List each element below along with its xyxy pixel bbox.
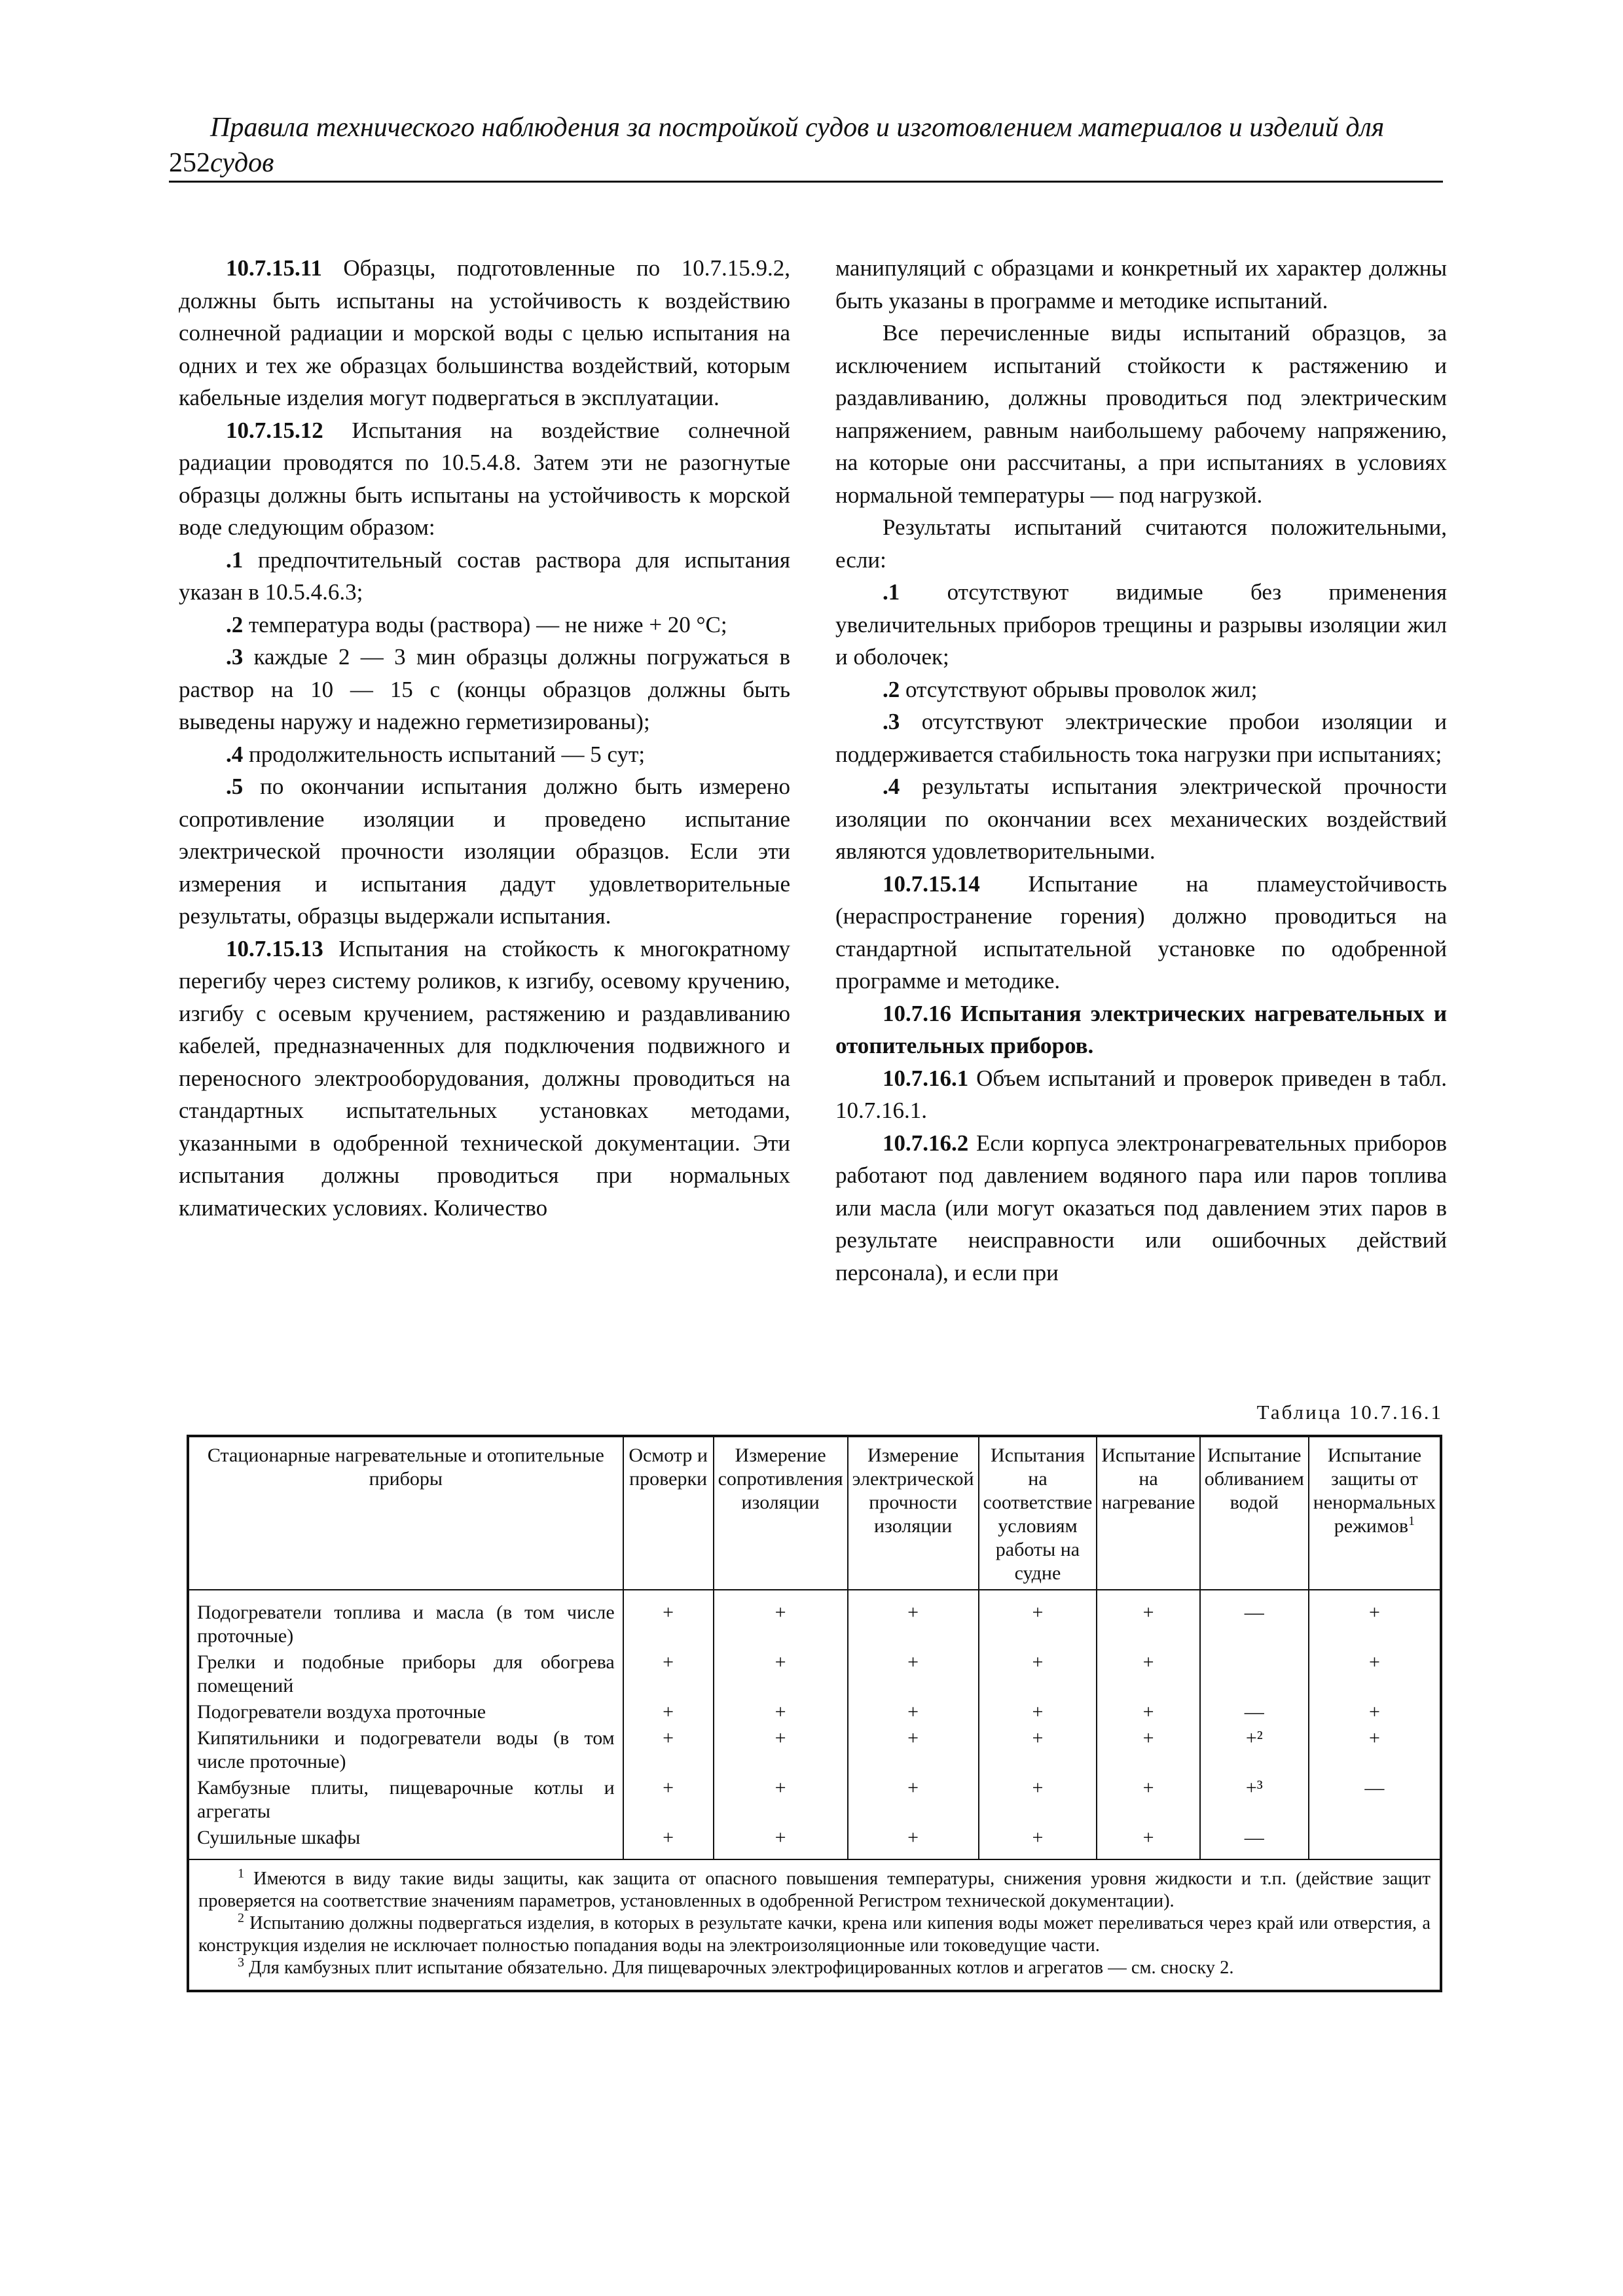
test-mark-cell: + <box>848 1775 979 1825</box>
paragraph <box>179 770 790 933</box>
paragraph-number: 10.7.16 <box>883 1000 951 1026</box>
test-mark-cell: + <box>979 1699 1097 1725</box>
paragraph-number: .1 <box>883 579 900 605</box>
paragraph-number: .4 <box>226 741 244 767</box>
paragraph <box>179 933 790 1225</box>
paragraph-text: Все перечисленные виды испытаний образцов, за исключением испытаний стойкости к растяжению и раздавливанию, должны проводиться под электрическим напряжением, равным наибольшему рабочему напряжению, на которые они рассчитаны, а при испытаниях в условиях нормальной температуры — под нагрузкой. <box>835 320 1447 508</box>
test-mark-cell: +² <box>1200 1725 1309 1775</box>
test-mark-cell: + <box>714 1699 848 1725</box>
test-mark-cell <box>1309 1825 1441 1859</box>
test-mark-cell: + <box>1309 1649 1441 1699</box>
header-cell: Осмотр и проверки <box>623 1436 714 1590</box>
footnote-text: Испытанию должны подвергаться изделия, в которых в результате качки, крена или кипения воды может переливаться через край или отверстия, а конструкция изделия не исключает полностью попадания воды на электроизоляционные или токоведущие части. <box>198 1913 1431 1956</box>
table-row <box>188 1590 1441 1649</box>
test-mark-cell: + <box>714 1825 848 1859</box>
footnote-text: Для камбузных плит испытание обязательно. Для пищеварочных электрофицированных котлов и агрегатов — см. сноску 2. <box>244 1958 1234 1978</box>
footnote-mark: 1 <box>238 1866 244 1881</box>
test-mark-cell: + <box>1097 1590 1199 1649</box>
header-cell: Испытание обливанием водой <box>1200 1436 1309 1590</box>
paragraph <box>835 673 1447 706</box>
table-row <box>188 1649 1441 1699</box>
paragraph-text: Испытания электрических нагревательных и отопительных приборов. <box>835 1000 1447 1058</box>
paragraph-text: отсутствуют обрывы проволок жил; <box>900 676 1258 702</box>
paragraph <box>835 1127 1447 1289</box>
paragraph-number: 10.7.16.1 <box>883 1065 969 1091</box>
paragraph <box>835 1062 1447 1127</box>
test-mark-cell: + <box>1097 1825 1199 1859</box>
test-mark-cell: + <box>714 1649 848 1699</box>
footnote-mark: 3 <box>238 1955 244 1970</box>
paragraph <box>179 414 790 544</box>
test-mark-cell: + <box>848 1725 979 1775</box>
paragraph-text: манипуляций с образцами и конкретный их характер должны быть указаны в программе и методике испытаний. <box>835 255 1447 314</box>
paragraph-number: 10.7.16.2 <box>883 1130 969 1156</box>
test-mark-cell: + <box>1309 1699 1441 1725</box>
paragraph-number: .5 <box>226 774 244 799</box>
devices-tests-table <box>187 1435 1442 1992</box>
test-mark-cell: + <box>979 1775 1097 1825</box>
test-mark-cell: + <box>848 1590 979 1649</box>
footnote-text: Имеются в виду такие виды защиты, как защита от опасного повышения температуры, снижения уровня жидкости и т.п. (действие защит проверяется на соответствие значениям параметров, установленных в одобренной Регистром технической документации). <box>198 1869 1431 1911</box>
test-mark-cell: — <box>1200 1699 1309 1725</box>
paragraph <box>179 544 790 609</box>
paragraph-number: .3 <box>883 709 900 734</box>
header-cell: Испытания на соответствие условиям работы на судне <box>979 1436 1097 1590</box>
table-row <box>188 1775 1441 1825</box>
paragraph-number: 10.7.15.12 <box>226 417 323 443</box>
paragraph <box>835 997 1447 1062</box>
footnote <box>198 1868 1431 1912</box>
paragraph-number: .2 <box>226 611 244 637</box>
paragraph <box>835 511 1447 576</box>
paragraph <box>835 706 1447 770</box>
right-column <box>835 252 1447 1289</box>
header-cell: Испытание на нагревание <box>1097 1436 1199 1590</box>
paragraph-number: 10.7.15.14 <box>883 870 980 897</box>
device-name-cell: Грелки и подобные приборы для обогрева помещений <box>188 1649 623 1699</box>
paragraph-number: .3 <box>226 644 244 670</box>
test-mark-cell: + <box>623 1725 714 1775</box>
test-mark-cell: + <box>848 1649 979 1699</box>
paragraph-text: Результаты испытаний считаются положительными, если: <box>835 514 1447 573</box>
paragraph <box>835 252 1447 317</box>
test-mark-cell: + <box>714 1775 848 1825</box>
paragraph <box>835 868 1447 997</box>
test-mark-cell: + <box>623 1825 714 1859</box>
header-cell: Измерение электрической прочности изоляции <box>848 1436 979 1590</box>
paragraph <box>179 738 790 771</box>
paragraph <box>835 576 1447 673</box>
test-mark-cell <box>1200 1649 1309 1699</box>
test-mark-cell: + <box>979 1725 1097 1775</box>
test-mark-cell: +³ <box>1200 1775 1309 1825</box>
left-column <box>179 252 790 1224</box>
test-mark-cell: — <box>1309 1775 1441 1825</box>
paragraph-text: отсутствуют электрические пробои изоляции и поддерживается стабильность тока нагрузки при испытаниях; <box>835 709 1447 767</box>
test-mark-cell: + <box>979 1590 1097 1649</box>
paragraph-text: Если корпуса электронагревательных приборов работают под давлением водяного пара или паров топлива или масла (или могут оказаться под давлением этих паров в результате неисправности или ошибочных действий персонала), и если при <box>835 1130 1447 1285</box>
footnote <box>198 1912 1431 1957</box>
device-name-cell: Подогреватели воздуха проточные <box>188 1699 623 1725</box>
footnote-mark: 1 <box>1408 1514 1415 1528</box>
test-mark-cell: — <box>1200 1825 1309 1859</box>
paragraph-text: по окончании испытания должно быть измерено сопротивление изоляции и проведено испытание электрической прочности изоляции образцов. Если эти измерения и испытания дадут удовлетворительные результаты, образцы выдержали испытания. <box>179 774 790 929</box>
test-mark-cell: + <box>1309 1725 1441 1775</box>
paragraph <box>179 641 790 738</box>
paragraph-number: .1 <box>226 547 244 573</box>
paragraph-number: .4 <box>883 774 900 799</box>
paragraph-text: отсутствуют видимые без применения увеличительных приборов трещины и разрывы изоляции жил и оболочек; <box>835 579 1447 670</box>
paragraph <box>179 252 790 414</box>
table-row <box>188 1699 1441 1725</box>
device-name-cell: Камбузные плиты, пищеварочные котлы и агрегаты <box>188 1775 623 1825</box>
header-cell: Стационарные нагревательные и отопительные приборы <box>188 1436 623 1590</box>
test-mark-cell: + <box>1097 1649 1199 1699</box>
table-footnotes <box>188 1859 1441 1991</box>
paragraph-text: Испытания на воздействие солнечной радиации проводятся по 10.5.4.8. Затем эти не разогнутые образцы должны быть испытаны на устойчивость к морской воде следующим образом: <box>179 417 790 540</box>
paragraph-number: 10.7.15.13 <box>226 935 323 961</box>
test-mark-cell: + <box>623 1699 714 1725</box>
table-caption: Таблица 10.7.16.1 <box>1256 1401 1443 1424</box>
test-mark-cell: + <box>848 1699 979 1725</box>
header-cell-footnoted <box>1309 1436 1441 1590</box>
test-mark-cell: + <box>714 1590 848 1649</box>
test-mark-cell: + <box>623 1649 714 1699</box>
paragraph <box>835 317 1447 511</box>
table-header-row <box>188 1436 1441 1590</box>
paragraph-text: Испытание на пламеустойчивость (нераспространение горения) должно проводиться на стандартной испытательной установке по одобренной программе и методике. <box>835 870 1447 994</box>
page-header <box>169 113 1443 183</box>
test-mark-cell: — <box>1200 1590 1309 1649</box>
table-row <box>188 1825 1441 1859</box>
header-text: Испытание защиты от ненормальных режимов <box>1313 1444 1436 1537</box>
page-number: 252 <box>169 148 210 178</box>
test-mark-cell: + <box>1097 1699 1199 1725</box>
paragraph-text: температура воды (раствора) — не ниже + 20 °С; <box>243 611 727 637</box>
test-mark-cell: + <box>1097 1775 1199 1825</box>
header-cell: Измерение сопротивления изоляции <box>714 1436 848 1590</box>
paragraph-text: Испытания на стойкость к многократному перегибу через систему роликов, к изгибу, осевому кручению, изгибу с осевым кручением, растяжению и раздавливанию кабелей, предназначенных для подключения подвижного и переносного электрооборудования, должны проводиться на стандартных испытательных установках методами, указанными в одобренной технической документации. Эти испытания должны проводиться при нормальных климатических условиях. Количество <box>179 935 790 1221</box>
test-mark-cell: + <box>623 1775 714 1825</box>
test-mark-cell: + <box>1309 1590 1441 1649</box>
paragraph-text: каждые 2 — 3 мин образцы должны погружаться в раствор на 10 — 15 с (концы образцов должны быть выведены наружу и надежно герметизированы); <box>179 644 790 734</box>
test-mark-cell: + <box>848 1825 979 1859</box>
device-name-cell: Сушильные шкафы <box>188 1825 623 1859</box>
test-mark-cell: + <box>623 1590 714 1649</box>
device-name-cell: Подогреватели топлива и масла (в том числе проточные) <box>188 1590 623 1649</box>
paragraph-number: 10.7.15.11 <box>226 255 322 281</box>
test-mark-cell: + <box>1097 1725 1199 1775</box>
paragraph-text: результаты испытания электрической прочности изоляции по окончании всех механических воздействий являются удовлетворительными. <box>835 774 1447 864</box>
test-mark-cell: + <box>979 1649 1097 1699</box>
paragraph-text: Образцы, подготовленные по 10.7.15.9.2, должны быть испытаны на устойчивость к воздействию солнечной радиации и морской воды с целью испытания на одних и тех же образцах большинства воздействий, которым кабельные изделия могут подвергаться в эксплуатации. <box>179 255 790 410</box>
paragraph <box>835 770 1447 868</box>
table-row <box>188 1725 1441 1775</box>
paragraph-text: предпочтительный состав раствора для испытания указан в 10.5.4.6.3; <box>179 547 790 605</box>
footnote <box>198 1957 1431 1979</box>
running-title: Правила технического наблюдения за постройкой судов и изготовлением материалов и изделий для судов <box>210 113 1385 178</box>
test-mark-cell: + <box>979 1825 1097 1859</box>
paragraph-text: продолжительность испытаний — 5 сут; <box>243 741 646 767</box>
paragraph-text: Объем испытаний и проверок приведен в табл. 10.7.16.1. <box>835 1065 1447 1123</box>
device-name-cell: Кипятильники и подогреватели воды (в том числе проточные) <box>188 1725 623 1775</box>
paragraph-number: .2 <box>883 676 900 702</box>
footnote-mark: 2 <box>238 1910 244 1926</box>
test-mark-cell: + <box>714 1725 848 1775</box>
paragraph <box>179 609 790 641</box>
